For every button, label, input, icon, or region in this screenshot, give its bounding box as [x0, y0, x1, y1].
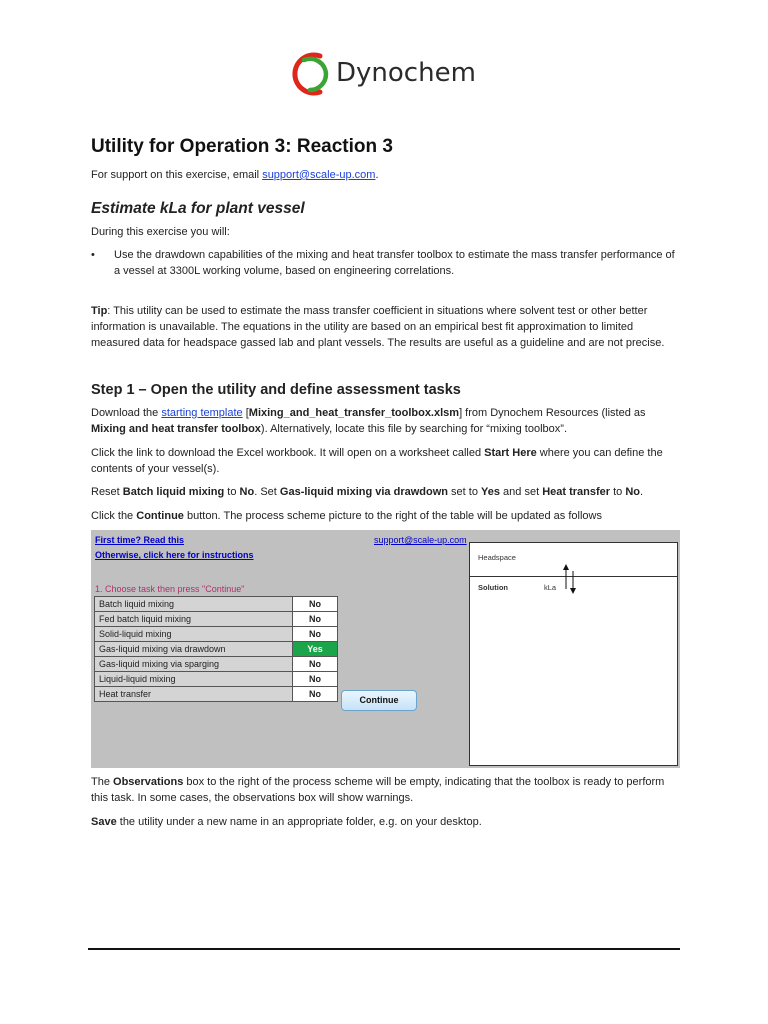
task-value-cell[interactable]: No [293, 672, 338, 687]
kla-label: kLa [544, 583, 557, 592]
task-value-cell[interactable]: Yes [293, 642, 338, 657]
support-email-link[interactable]: support@scale-up.com [262, 169, 376, 181]
table-row: Solid-liquid mixing No [95, 627, 338, 642]
save-paragraph: Save the utility under a new name in an appropriate folder, e.g. on your desktop. [91, 816, 482, 828]
excel-screenshot [91, 530, 680, 768]
table-row: Heat transfer No [95, 687, 338, 702]
bullet-icon: • [91, 249, 95, 261]
step1-paragraph-continue: Click the Continue button. The process scheme picture to the right of the table will be updated as follows [91, 510, 602, 522]
task-value-cell[interactable]: No [293, 657, 338, 672]
process-scheme [469, 542, 678, 766]
mass-transfer-arrows-icon [562, 563, 578, 595]
dynochem-logo [290, 50, 480, 98]
section-heading-estimate-kla: Estimate kLa for plant vessel [91, 200, 305, 217]
footer-divider [88, 948, 680, 950]
observations-paragraph: The Observations box to the right of the process scheme will be empty, indicating that the toolbox is ready to perform this task. In some cases, the observations box will show warnings. [91, 776, 665, 804]
task-value-cell[interactable]: No [293, 597, 338, 612]
logo-text: Dynochem [336, 58, 476, 88]
task-value-cell[interactable]: No [293, 687, 338, 702]
solution-label: Solution [478, 583, 508, 592]
table-row: Liquid-liquid mixing No [95, 672, 338, 687]
section-intro: During this exercise you will: [91, 226, 230, 238]
tip-paragraph: Tip: This utility can be used to estimate the mass transfer coefficient in situations where solvent test or other better information is unavailable. The equations in the utility are based on an empirical best fit approximation to limited measured data for headspace gassed lab and plant vessels. The results are useful as a guideline and are not precise. [91, 305, 665, 349]
step1-paragraph-download: Download the starting template [Mixing_and_heat_transfer_toolbox.xlsm] from Dynochem Resources (listed as Mixing and heat transfer toolbox). Alternatively, locate this file by searching for “mixing toolbox”. [91, 407, 646, 435]
continue-button[interactable]: Continue [341, 690, 417, 711]
support-line: For support on this exercise, email support@scale-up.com. [91, 169, 379, 181]
step1-paragraph-reset: Reset Batch liquid mixing to No. Set Gas-liquid mixing via drawdown set to Yes and set Heat transfer to No. [91, 486, 644, 498]
table-row: Gas-liquid mixing via sparging No [95, 657, 338, 672]
page-title: Utility for Operation 3: Reaction 3 [91, 136, 393, 157]
table-row: Gas-liquid mixing via drawdown Yes [95, 642, 338, 657]
headspace-label: Headspace [478, 553, 516, 562]
task-table-title: 1. Choose task then press "Continue" [95, 584, 245, 594]
task-value-cell[interactable]: No [293, 612, 338, 627]
table-row: Fed batch liquid mixing No [95, 612, 338, 627]
starting-template-link[interactable]: starting template [161, 407, 243, 419]
first-time-link[interactable]: First time? Read this [95, 535, 185, 545]
task-value-cell[interactable]: No [293, 627, 338, 642]
excel-email-link[interactable]: support@scale-up.com [374, 535, 467, 545]
task-table [94, 596, 338, 702]
dynochem-logo-icon [290, 50, 334, 98]
table-row: Batch liquid mixing No [95, 597, 338, 612]
step1-heading: Step 1 – Open the utility and define assessment tasks [91, 382, 461, 398]
instructions-link[interactable]: Otherwise, click here for instructions [95, 550, 254, 560]
step1-paragraph-workbook: Click the link to download the Excel workbook. It will open on a worksheet called Start Here where you can define the contents of your vessel(s). [91, 447, 663, 475]
